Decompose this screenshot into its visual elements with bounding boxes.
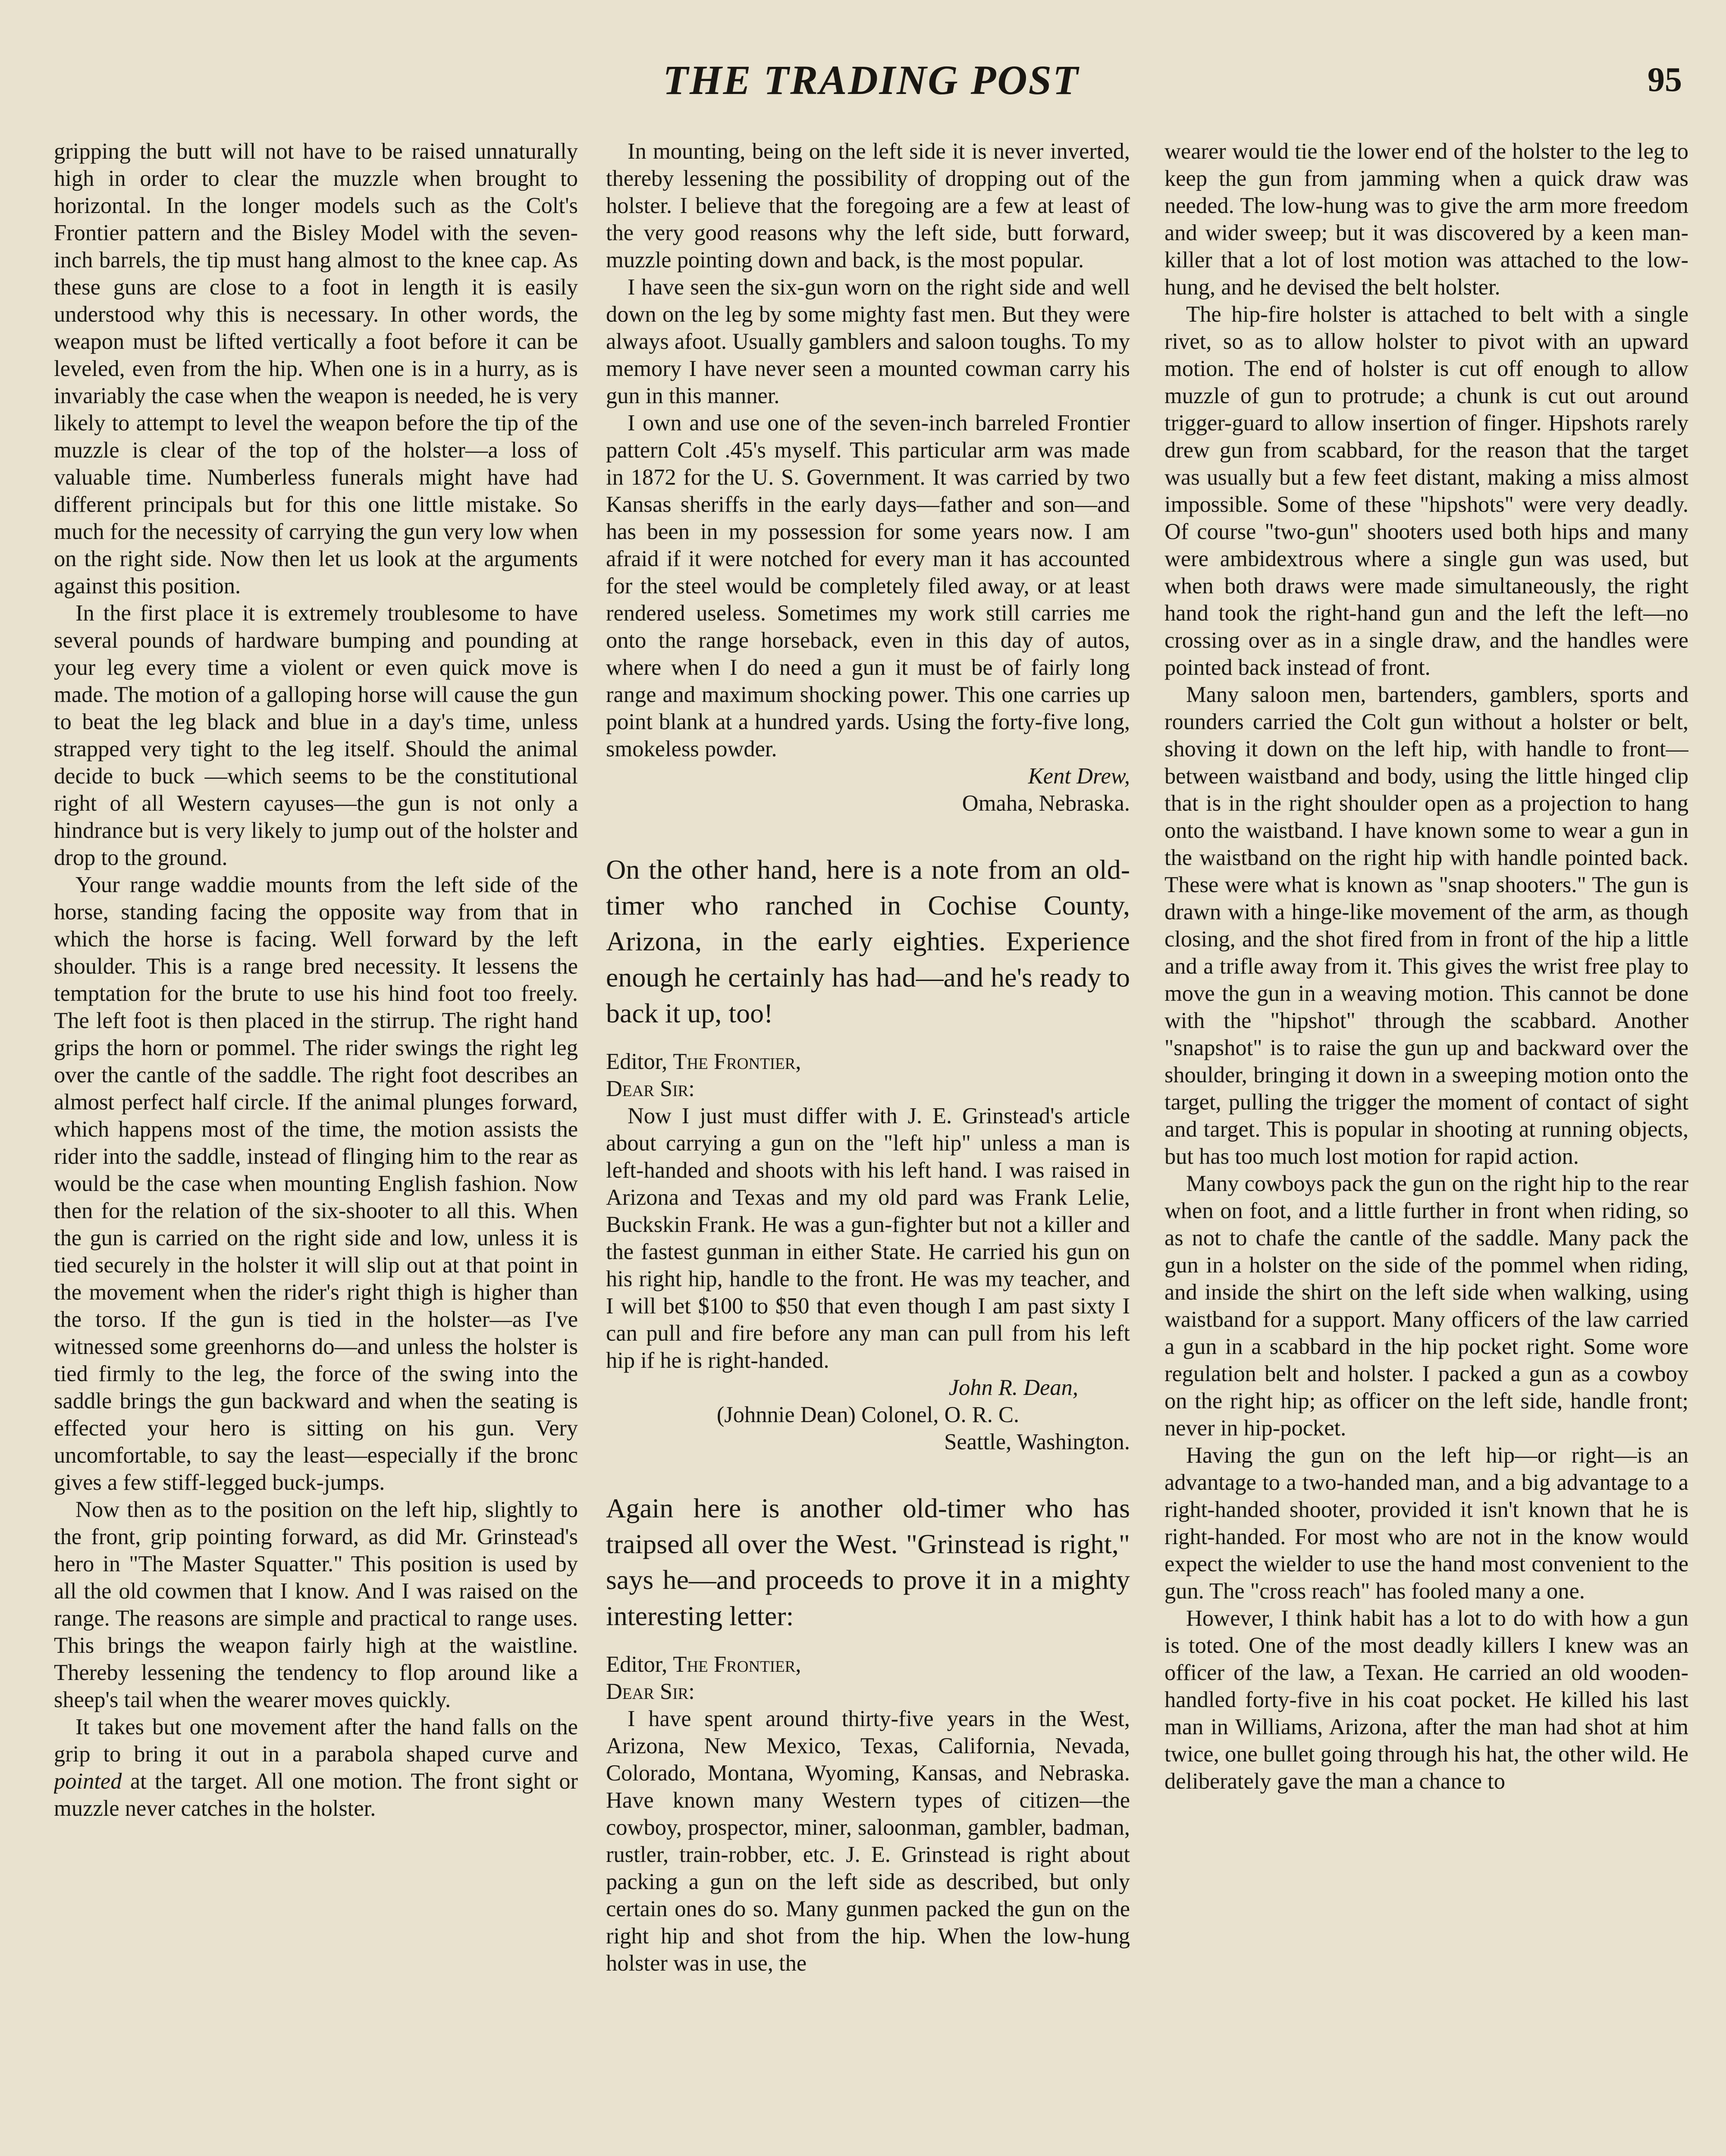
signature-place: Omaha, Nebraska. — [962, 791, 1130, 816]
paragraph: I own and use one of the seven-inch barreled Frontier pattern Colt .45's myself. This particular arm was made in 1872 for the U. S. Government. It was carried by two Kansas sheriffs in the early days—father and son—and has been in my possession for some years now. I am afraid if it were notched for every man it has accounted for the steel would be completely filed away, or at least rendered useless. Sometimes my work still carries me onto the range horseback, even in this day of autos, where when I do need a gun it must be of fairly long range and maximum shocking power. This one carries up point blank at a hundred yards. Using the forty-five long, smokeless powder. — [606, 411, 1130, 761]
letter-salutation-dear: Dear Sir: — [606, 1076, 695, 1101]
letter-body: Now I just must differ with J. E. Grinstead's article about carrying a gun on the "left hip" unless a man is left-handed and shoots with his left hand. I was raised in Arizona and Texas and my old pard was Frank Lelie, Buckskin Frank. He was a gun-fighter but not a killer and the fastest gunman in either State. He carried his gun on his right hip, handle to the front. He was my teacher, and I will bet $100 to $50 that even though I am past sixty I can pull and fire before any man can pull from his left hip if he is right-handed. — [606, 1103, 1130, 1373]
letter-body: I have spent around thirty-five years in the West, Arizona, New Mexico, Texas, California, Nevada, Colorado, Montana, Wyoming, Kansas, and Nebraska. Have known many Western types of citizen—the cowboy, prospector, miner, saloonman, gambler, badman, rustler, train-robber, etc. J. E. Grinstead is right about packing a gun on the left side as described, but only certain ones do so. Many gunmen packed the gun on the right hip and shot from the hip. When the low-hung holster was in use, the — [606, 1706, 1130, 1976]
signature-name: Kent Drew, — [1028, 764, 1130, 789]
signature-place: Seattle, Washington. — [944, 1429, 1130, 1454]
signature-name: John R. Dean, — [948, 1375, 1078, 1400]
text-column-1 — [54, 138, 578, 2156]
paragraph: gripping the butt will not have to be raised unnaturally high in order to clear the muzzle when brought to horizontal. In the longer models such as the Colt's Frontier pattern and the Bisley Model with the seven-inch barrels, the tip must hang almost to the knee cap. As these guns are close to a foot in length it is easily understood why this is necessary. In other words, the weapon must be lifted vertically a foot before it can be leveled, even from the hip. When one is in a hurry, as is invariably the case when the weapon is needed, he is very likely to attempt to level the weapon before the tip of the muzzle is clear of the top of the holster—a loss of valuable time. Numberless funerals might have had different principals but for this one little mistake. So much for the necessity of carrying the gun very low when on the right side. Now then let us look at the arguments against this position. — [54, 139, 578, 599]
text-column-2 — [606, 138, 1130, 2156]
paragraph-text: at the target. All one motion. The front sight or muzzle never catches in the holster. — [54, 1769, 578, 1821]
letter-salutation: Editor, The Frontier, — [606, 1651, 801, 1677]
running-title: THE TRADING POST — [663, 57, 1080, 103]
editor-intro: Again here is another old-timer who has traipsed all over the West. "Grinstead is right," says he—and proceeds to prove it in a mighty interesting letter: — [606, 1492, 1130, 1631]
paragraph: In mounting, being on the left side it is never inverted, thereby lessening the possibility of dropping out of the holster. I believe that the foregoing are a few at least of the very good reasons why the left side, butt forward, muzzle pointing down and back, is the most popular. — [606, 139, 1130, 273]
paragraph-text: It takes but one movement after the hand falls on the grip to bring it out in a parabola shaped curve and — [54, 1714, 578, 1767]
paragraph: Having the gun on the left hip—or right—is an advantage to a two-handed man, and a big advantage to a right-handed shooter, provided it isn't known that he is right-handed. For most who are not in the know would expect the wielder to use the hand most convenient to the gun. The "cross reach" has fooled many a one. — [1164, 1443, 1688, 1604]
page-number: 95 — [1648, 61, 1682, 99]
paragraph: wearer would tie the lower end of the holster to the leg to keep the gun from jamming when a quick draw was needed. The low-hung was to give the arm more freedom and wider sweep; but it was discovered by a keen man-killer that a lot of lost motion was attached to the low-hung, and he devised the belt holster. — [1164, 139, 1688, 300]
paragraph: Many saloon men, bartenders, gamblers, sports and rounders carried the Colt gun without a holster or belt, shoving it down on the left hip, with handle to front—between waistband and body, using the little hinged clip that is in the right shoulder open as a projection to hang onto the waistband. I have known some to wear a gun in the waistband on the right hip with handle pointed back. These were what is known as "snap shooters." The gun is drawn with a hinge-like movement of the arm, as though closing, and the shot fired from in front of the hip a little and a trifle away from it. This gives the wrist free play to move the gun in a weaving motion. This cannot be done with the "hipshot" through the scabbard. Another "snapshot" is to raise the gun up and backward over the shoulder, bringing it down in a sweeping motion onto the target, pulling the trigger the moment of contact of sight and target. This is popular in shooting at running objects, but has too much lost motion for rapid action. — [1164, 682, 1688, 1169]
paragraph: Your range waddie mounts from the left side of the horse, standing facing the opposite way from that in which the horse is facing. Well forward by the left shoulder. This is a range bred necessity. It lessens the temptation for the brute to use his hind foot too freely. The left foot is then placed in the stirrup. The right hand grips the horn or pommel. The rider swings the right leg over the cantle of the saddle. The right foot describes an almost perfect half circle. If the animal plunges forward, which happens most of the time, the motion assists the rider into the saddle, instead of flinging him to the rear as would be the case when mounting English fashion. Now then for the relation of the six-shooter to all this. When the gun is carried on the right side and low, unless it is tied securely in the holster it will slip out at that point in the movement when the rider's right thigh is higher than the torso. If the gun is tied in the holster—as I've witnessed some greenhorns do—and unless the holster is tied firmly to the leg, the force of the swing into the saddle brings the gun backward and when the seating is effected your hero is sitting on his gun. Very uncomfortable, to say the least—especially if the bronc gives a few stiff-legged buck-jumps. — [54, 872, 578, 1495]
paragraph: I have seen the six-gun worn on the right side and well down on the leg by some mighty fast men. But they were always afoot. Usually gamblers and saloon toughs. To my memory I have never seen a mounted cowman carry his gun in this manner. — [606, 275, 1130, 408]
signature-title: (Johnnie Dean) Colonel, O. R. C. — [716, 1402, 1020, 1427]
text-column-3 — [1164, 138, 1688, 2156]
paragraph: In the first place it is extremely troublesome to have several pounds of hardware bumping and pounding at your leg every time a violent or even quick move is made. The motion of a galloping horse will cause the gun to beat the leg black and blue in a day's time, unless strapped very tight to the leg itself. Should the animal decide to buck —which seems to be the constitutional right of all Western cayuses—the gun is not only a hindrance but is very likely to jump out of the holster and drop to the ground. — [54, 601, 578, 870]
emphasis-text: pointed — [54, 1769, 122, 1794]
paragraph: However, I think habit has a lot to do with how a gun is toted. One of the most deadly killers I knew was an officer of the law, a Texan. He carried an old wooden-handled forty-five in his coat pocket. He killed his last man in Williams, Arizona, after the man had shot at him twice, one bullet going through his hat, the other wild. He deliberately gave the man a chance to — [1164, 1606, 1688, 1794]
page-header — [52, 56, 1691, 116]
letter-salutation-dear: Dear Sir: — [606, 1679, 695, 1704]
editor-intro: On the other hand, here is a note from an old-timer who ranched in Cochise County, Arizona, in the early eighties. Experience enough he certainly has had—and he's ready to back it up, too! — [606, 854, 1130, 1028]
paragraph: The hip-fire holster is attached to belt with a single rivet, so as to allow holster to pivot with an upward motion. The end of holster is cut off enough to allow muzzle of gun to protrude; a chunk is cut out around trigger-guard to allow insertion of finger. Hipshots rarely drew gun from scabbard, for the reason that the target was usually but a few feet distant, making a miss almost impossible. Some of these "hipshots" were very deadly. Of course "two-gun" shooters used both hips and many were ambidextrous where a single gun was used, but when both draws were made simultaneously, the right hand took the right-hand gun and the left the left—no crossing over as in a single draw, and the handles were pointed back instead of front. — [1164, 302, 1688, 680]
paragraph — [54, 1714, 578, 1822]
letter-salutation: Editor, The Frontier, — [606, 1049, 801, 1074]
paragraph: Many cowboys pack the gun on the right hip to the rear when on foot, and a little further in front when riding, so as not to chafe the cantle of the saddle. Many pack the gun in a holster on the side of the pommel when riding, and inside the shirt on the left side when walking, using waistband for a support. Many officers of the law carried a gun in a scabbard in the hip pocket right. Some wore regulation belt and holster. I packed a gun as a cowboy on the right hip; as officer on the left side, handle front; never in hip-pocket. — [1164, 1171, 1688, 1441]
paragraph: Now then as to the position on the left hip, slightly to the front, grip pointing forward, as did Mr. Grinstead's hero in "The Master Squatter." This position is used by all the old cowmen that I know. And I was raised on the range. The reasons are simple and practical to range uses. This brings the weapon fairly high at the waistline. Thereby lessening the tendency to flop around like a sheep's tail when the wearer moves quickly. — [54, 1497, 578, 1712]
